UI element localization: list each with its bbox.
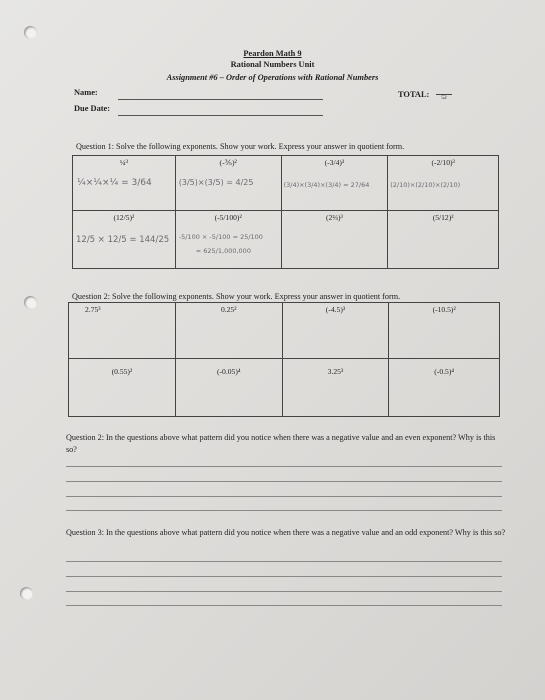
q4-text: Question 3: In the questions above what pattern did you notice when there was a negative value and an odd exponent? Why is this so? <box>66 528 506 537</box>
q1-r2-c2-work: -5/100 × -5/100 = 25/100 <box>178 233 263 241</box>
q1-r1-c1-work: ¼×¼×¼ = 3/64 <box>77 178 152 188</box>
q1-r2-c2: (-5/100)² <box>214 213 242 222</box>
q1-r1-c2-work: (3/5)×(3/5) = 4/25 <box>178 178 254 187</box>
q1-r2-c2-work-result: = 625/1,000,000 <box>195 247 251 255</box>
q1-r1-c3-work: (3/4)×(3/4)×(3/4) = 27/64 <box>283 181 370 189</box>
q1-r2-c4: (5/12)² <box>432 213 454 222</box>
q2-r1-c4: (-10.5)² <box>432 305 456 314</box>
q1-table <box>72 155 499 269</box>
due-date-label: Due Date: <box>74 104 111 113</box>
q1-r1-c2: (-⅗)² <box>219 158 237 167</box>
q2-r2-c2: (-0.05)⁴ <box>216 367 241 376</box>
q2-r1-c3: (-4.5)³ <box>325 305 346 314</box>
total-score <box>436 88 452 101</box>
q3-answer-line-1[interactable] <box>66 466 502 467</box>
total-denominator: 52 <box>441 95 447 101</box>
q1-r2-c3: (2⅔)³ <box>326 213 343 222</box>
q2-r1-c1: 2.75³ <box>85 305 101 314</box>
q2-r2-c4: (-0.5)⁴ <box>434 367 455 376</box>
q3-answer-line-3[interactable] <box>66 496 502 497</box>
q3-text: Question 2: In the questions above what pattern did you notice when there was a negative value and an even exponent? Why is this so? <box>66 433 496 454</box>
q1-r1-c3: (-3/4)³ <box>324 158 345 167</box>
binder-hole-top <box>24 26 37 39</box>
q3-answer-line-2[interactable] <box>66 481 502 482</box>
q4-answer-line-1[interactable] <box>66 561 502 562</box>
due-date-line[interactable] <box>118 115 323 116</box>
q1-r2-c1: (12/5)² <box>113 213 135 222</box>
binder-hole-middle <box>24 296 37 309</box>
name-label: Name: <box>74 88 98 97</box>
binder-hole-bottom <box>20 587 33 600</box>
q1-r1-c1: ¼³ <box>119 158 128 167</box>
q2-r2-c1: (0.55)² <box>111 367 133 376</box>
q1-r1-c4-work: (2/10)×(2/10)×(2/10) <box>390 181 461 189</box>
q2-table <box>68 302 500 417</box>
q1-r1-c4: (-2/10)³ <box>431 158 455 167</box>
q1-prompt: Question 1: Solve the following exponents. Show your work. Express your answer in quotient form. <box>76 142 405 151</box>
q2-prompt: Question 2: Solve the following exponents. Show your work. Express your answer in quotient form. <box>72 292 401 301</box>
total-label: TOTAL: <box>398 90 430 99</box>
q4-answer-line-3[interactable] <box>66 591 502 592</box>
q4-answer-line-4[interactable] <box>66 605 502 606</box>
q2-r1-c2: 0.25² <box>220 305 237 314</box>
q3-answer-line-4[interactable] <box>66 510 502 511</box>
school-title: Peardon Math 9 <box>243 49 302 58</box>
name-line[interactable] <box>118 99 323 100</box>
q4-answer-line-2[interactable] <box>66 576 502 577</box>
q2-r2-c3: 3.25³ <box>327 367 344 376</box>
assignment-title: Assignment #6 – Order of Operations with Rational Numbers <box>166 73 379 82</box>
q1-r2-c1-work: 12/5 × 12/5 = 144/25 <box>76 235 170 245</box>
unit-title: Rational Numbers Unit <box>230 60 315 69</box>
